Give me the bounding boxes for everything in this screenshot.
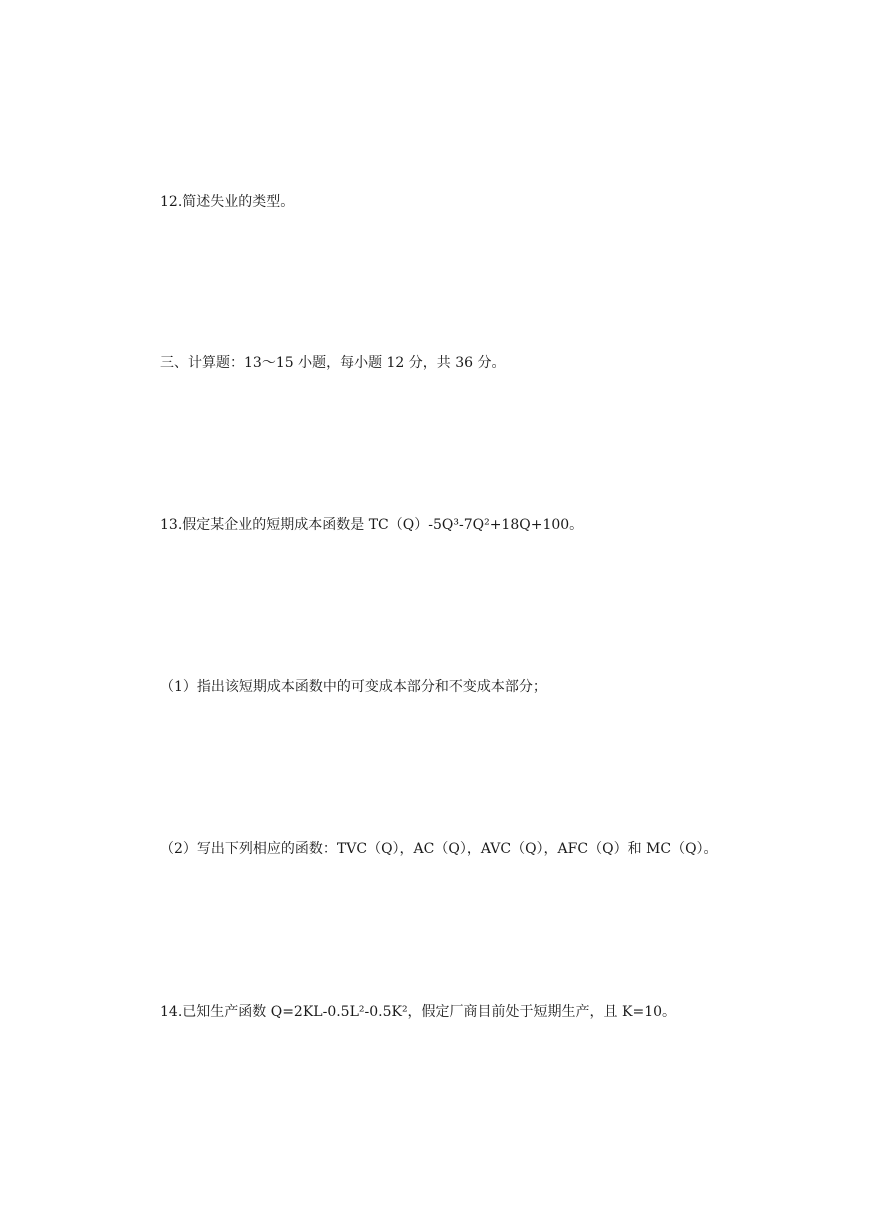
section-heading-calculation: 三、计算题：13～15 小题，每小题 12 分，共 36 分。 [160,355,506,371]
question-13-part-2: （2）写出下列相应的函数：TVC（Q），AC（Q），AVC（Q），AFC（Q）和 MC（Q）。 [160,841,718,857]
question-14: 14.已知生产函数 Q=2KL-0.5L²-0.5K²，假定厂商目前处于短期生产，且 K=10。 [160,1004,677,1020]
question-13: 13.假定某企业的短期成本函数是 TC（Q）-5Q³-7Q²+18Q+100。 [160,517,584,533]
question-13-part-1: （1）指出该短期成本函数中的可变成本部分和不变成本部分； [160,679,547,695]
question-12: 12.简述失业的类型。 [160,194,295,210]
